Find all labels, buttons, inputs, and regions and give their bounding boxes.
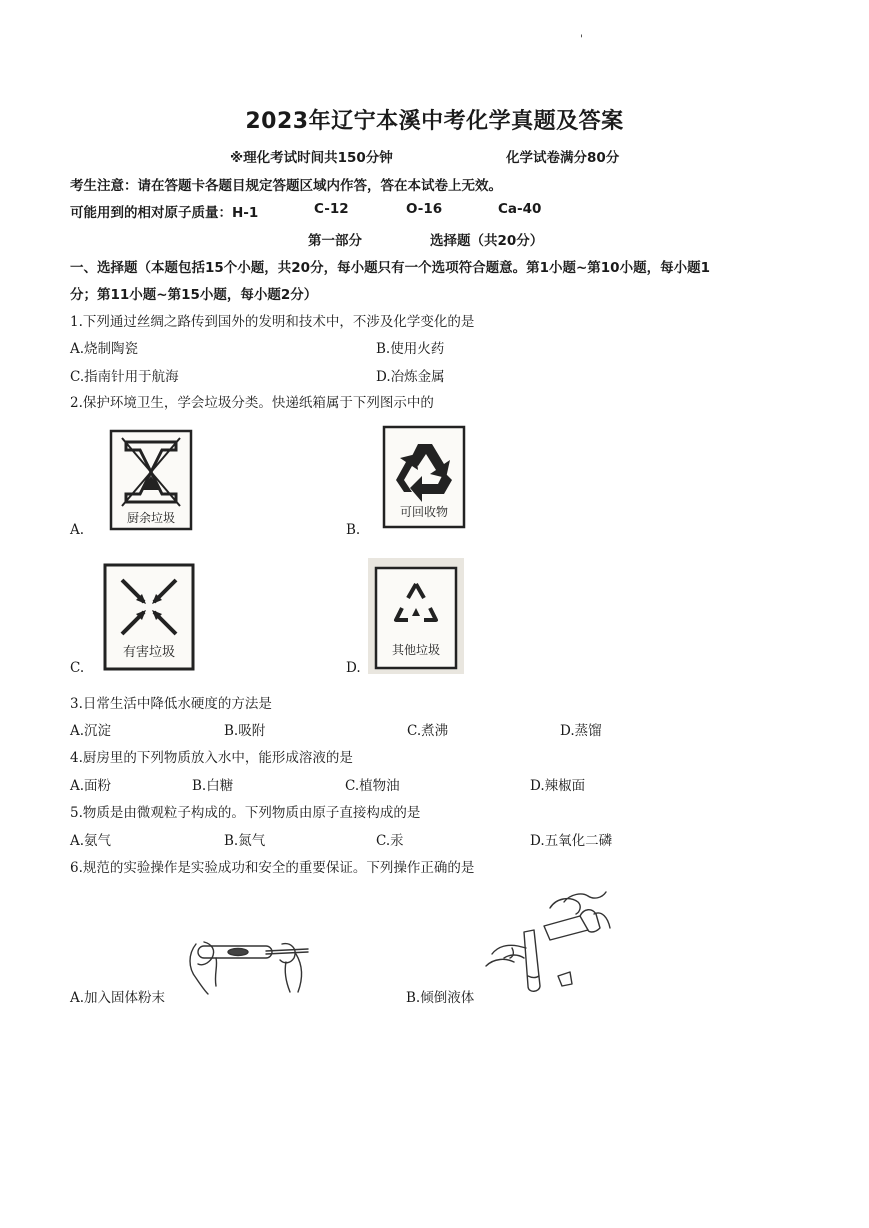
other-waste-label: 其他垃圾 (391, 643, 441, 657)
question-6-stem: 6.规范的实验操作是实验成功和安全的重要保证。下列操作正确的是 (70, 860, 475, 876)
header-mark: ' (580, 34, 583, 45)
recyclable-sign-icon (381, 424, 467, 530)
atomic-mass-o: O-16 (406, 201, 443, 217)
question-2-stem: 2.保护环境卫生，学会垃圾分类。快递纸箱属于下列图示中的 (70, 395, 434, 411)
recyclable-label: 可回收物 (399, 505, 449, 519)
page-title: 2023年辽宁本溪中考化学真题及答案 (245, 109, 624, 134)
question-2-option-c: C. (70, 660, 85, 676)
question-3-option-a: A.沉淀 (70, 723, 112, 739)
question-6-option-b: B.倾倒液体 (406, 990, 475, 1006)
part-one-title: 选择题（共20分） (430, 233, 544, 249)
exam-time: ※理化考试时间共150分钟 (230, 150, 393, 166)
atomic-mass-c: C-12 (314, 201, 349, 217)
question-2-option-b: B. (346, 522, 361, 538)
full-score: 化学试卷满分80分 (506, 150, 620, 166)
atomic-mass-label: 可能用到的相对原子质量：H-1 (70, 205, 259, 221)
question-2-option-d: D. (346, 660, 361, 676)
pour-liquid-illustration-icon (484, 888, 616, 998)
question-5-option-a: A.氨气 (70, 833, 112, 849)
hazardous-waste-label: 有害垃圾 (122, 645, 176, 660)
question-6-option-a: A.加入固体粉末 (70, 990, 166, 1006)
question-5-option-d: D.五氧化二磷 (530, 833, 613, 849)
question-2-option-a: A. (70, 522, 85, 538)
add-powder-illustration-icon (186, 934, 314, 996)
question-4-option-a: A.面粉 (70, 778, 112, 794)
kitchen-waste-sign-icon (108, 428, 194, 532)
section-heading-line1: 一、选择题（本题包括15个小题，共20分，每小题只有一个选项符合题意。第1小题~第10小题，每小题1 (70, 260, 710, 276)
question-1-option-a: A.烧制陶瓷 (70, 341, 139, 357)
question-1-stem: 1.下列通过丝绸之路传到国外的发明和技术中，不涉及化学变化的是 (70, 314, 475, 330)
question-1-option-c: C.指南针用于航海 (70, 369, 179, 385)
kitchen-waste-label: 厨余垃圾 (126, 511, 176, 525)
question-5-option-c: C.汞 (376, 833, 404, 849)
question-1-option-d: D.冶炼金属 (376, 369, 445, 385)
question-4-option-c: C.植物油 (345, 778, 400, 794)
atomic-mass-ca: Ca-40 (498, 201, 542, 217)
exam-notice: 考生注意：请在答题卡各题目规定答题区域内作答，答在本试卷上无效。 (70, 178, 502, 194)
section-heading-line2: 分；第11小题~第15小题，每小题2分） (70, 287, 318, 303)
question-5-stem: 5.物质是由微观粒子构成的。下列物质由原子直接构成的是 (70, 805, 421, 821)
question-4-option-d: D.辣椒面 (530, 778, 586, 794)
question-3-option-d: D.蒸馏 (560, 723, 602, 739)
hazardous-waste-sign-icon (100, 560, 198, 674)
question-3-option-c: C.煮沸 (407, 723, 449, 739)
question-3-option-b: B.吸附 (224, 723, 266, 739)
question-4-stem: 4.厨房里的下列物质放入水中，能形成溶液的是 (70, 750, 353, 766)
question-4-option-b: B.白糖 (192, 778, 234, 794)
other-waste-sign-icon (368, 558, 464, 674)
question-1-option-b: B.使用火药 (376, 341, 445, 357)
question-3-stem: 3.日常生活中降低水硬度的方法是 (70, 696, 272, 712)
part-one-label: 第一部分 (308, 233, 362, 249)
question-5-option-b: B.氮气 (224, 833, 266, 849)
